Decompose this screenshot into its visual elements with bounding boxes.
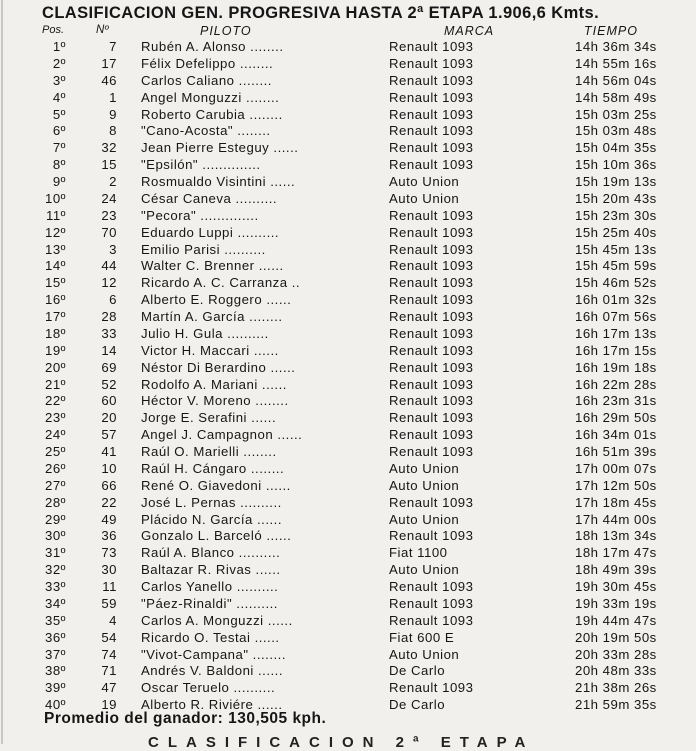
row-car-number: 14: [101, 342, 117, 358]
row-time: 17h 12m 50s: [575, 477, 657, 493]
row-time: 17h 44m 00s: [575, 511, 657, 527]
row-driver: Baltazar R. Rivas ......: [141, 562, 281, 578]
row-make: Auto Union: [389, 460, 460, 476]
row-position: 22º: [45, 393, 66, 409]
table-row: [0, 326, 696, 343]
row-position: 35º: [45, 612, 66, 628]
row-make: Renault 1093: [389, 427, 474, 443]
table-row: [0, 562, 696, 579]
table-row: [0, 309, 696, 326]
table-row: [0, 495, 696, 512]
row-car-number: 12: [101, 275, 117, 291]
row-car-number: 3: [109, 241, 117, 257]
row-make: Renault 1093: [389, 325, 474, 341]
table-row: [0, 343, 696, 360]
row-position: 9º: [52, 174, 66, 189]
table-row: [0, 393, 696, 410]
row-make: Auto Union: [389, 190, 460, 206]
row-position: 2º: [52, 55, 66, 71]
row-make: Renault 1093: [389, 72, 474, 88]
row-make: Auto Union: [389, 477, 460, 493]
row-car-number: 4: [109, 612, 117, 628]
row-driver: Eduardo Luppi ..........: [141, 224, 280, 240]
table-row: [0, 630, 696, 647]
row-position: 10º: [45, 190, 66, 206]
next-section-heading: CLASIFICACION 2ª ETAPA: [148, 734, 535, 751]
table-row: [0, 647, 696, 664]
row-position: 1º: [52, 39, 66, 54]
table-row: [0, 461, 696, 478]
row-driver: Angel Monguzzi ........: [141, 89, 280, 105]
row-make: Renault 1093: [389, 157, 474, 173]
row-make: Renault 1093: [389, 224, 474, 240]
row-make: Renault 1093: [389, 612, 474, 628]
row-time: 16h 22m 28s: [575, 376, 657, 392]
row-make: Renault 1093: [389, 292, 474, 308]
row-driver: Andrés V. Baldoni ......: [141, 663, 284, 679]
row-make: Renault 1093: [389, 579, 474, 594]
row-position: 11º: [45, 207, 66, 223]
page-title: CLASIFICACION GEN. PROGRESIVA HASTA 2ª ETAPA 1.906,6 Kmts.: [42, 4, 600, 22]
row-driver: Julio H. Gula ..........: [141, 325, 269, 341]
header-marca: MARCA: [444, 24, 495, 38]
table-row: [0, 478, 696, 495]
row-driver: René O. Giavedoni ......: [141, 477, 291, 493]
table-row: [0, 208, 696, 225]
table-row: [0, 225, 696, 242]
row-position: 5º: [52, 106, 66, 122]
row-position: 14º: [45, 258, 66, 274]
row-make: Renault 1093: [389, 123, 474, 139]
table-row: [0, 174, 696, 191]
table-row: [0, 157, 696, 174]
row-position: 33º: [45, 579, 66, 594]
row-position: 34º: [45, 595, 66, 611]
row-position: 26º: [45, 460, 66, 476]
row-time: 14h 56m 04s: [575, 72, 657, 88]
row-car-number: 54: [101, 629, 117, 645]
row-position: 30º: [45, 528, 66, 544]
row-car-number: 74: [101, 646, 117, 662]
header-pos: Pos.: [42, 24, 65, 36]
table-row: [0, 292, 696, 309]
table-row: [0, 39, 696, 56]
table-row: [0, 107, 696, 124]
row-position: 40º: [45, 697, 66, 713]
row-driver: Roberto Carubia ........: [141, 106, 283, 122]
row-driver: Rosmualdo Visintini ......: [141, 174, 296, 189]
row-make: Fiat 600 E: [389, 629, 455, 645]
table-row: [0, 545, 696, 562]
table-row: [0, 613, 696, 630]
row-car-number: 44: [101, 258, 117, 274]
row-position: 16º: [45, 292, 66, 308]
row-driver: Jorge E. Serafini ......: [141, 410, 277, 426]
row-time: 16h 51m 39s: [575, 444, 657, 459]
table-row: [0, 242, 696, 259]
row-driver: José L. Pernas ..........: [141, 494, 282, 510]
row-driver: Carlos Yanello ..........: [141, 579, 279, 594]
row-time: 15h 19m 13s: [575, 174, 657, 189]
table-row: [0, 191, 696, 208]
row-driver: "Vivot-Campana" ........: [141, 646, 286, 662]
row-time: 16h 17m 15s: [575, 342, 657, 358]
row-driver: Ricardo O. Testai ......: [141, 629, 280, 645]
row-time: 15h 03m 25s: [575, 106, 657, 122]
row-car-number: 73: [101, 545, 117, 561]
row-time: 15h 46m 52s: [575, 275, 657, 291]
table-row: [0, 90, 696, 107]
row-car-number: 33: [101, 325, 117, 341]
row-position: 12º: [45, 224, 66, 240]
row-position: 3º: [52, 72, 66, 88]
row-time: 15h 04m 35s: [575, 140, 657, 156]
row-time: 16h 29m 50s: [575, 410, 657, 426]
row-time: 15h 10m 36s: [575, 157, 657, 173]
row-position: 20º: [45, 359, 66, 375]
row-make: Renault 1093: [389, 359, 474, 375]
row-car-number: 71: [101, 663, 117, 679]
row-time: 19h 44m 47s: [575, 612, 657, 628]
row-driver: "Cano-Acosta" ........: [141, 123, 271, 139]
table-row: [0, 360, 696, 377]
row-driver: Walter C. Brenner ......: [141, 258, 284, 274]
row-driver: Jean Pierre Esteguy ......: [141, 140, 299, 156]
row-driver: "Pecora" ..............: [141, 207, 259, 223]
row-driver: Emilio Parisi ..........: [141, 241, 266, 257]
row-car-number: 10: [101, 460, 117, 476]
row-driver: Gonzalo L. Barceló ......: [141, 528, 292, 544]
row-car-number: 46: [101, 72, 117, 88]
row-car-number: 57: [101, 427, 117, 443]
row-car-number: 2: [109, 174, 117, 189]
row-car-number: 19: [101, 697, 117, 713]
row-make: Renault 1093: [389, 393, 474, 409]
row-make: Renault 1093: [389, 410, 474, 426]
row-driver: Carlos Caliano ........: [141, 72, 272, 88]
row-position: 4º: [52, 89, 66, 105]
row-driver: Rubén A. Alonso ........: [141, 39, 284, 54]
row-driver: Alberto E. Roggero ......: [141, 292, 292, 308]
header-tiempo: TIEMPO: [584, 24, 638, 38]
row-car-number: 69: [101, 359, 117, 375]
header-piloto: PILOTO: [200, 24, 252, 38]
table-row: [0, 680, 696, 697]
row-car-number: 28: [101, 309, 117, 324]
row-driver: Oscar Teruelo ..........: [141, 680, 276, 696]
table-row: [0, 377, 696, 394]
row-driver: "Epsilón" ..............: [141, 157, 261, 173]
row-car-number: 1: [109, 89, 117, 105]
row-car-number: 15: [101, 157, 117, 173]
row-position: 17º: [45, 309, 66, 324]
row-driver: Victor H. Maccari ......: [141, 342, 279, 358]
row-driver: Ricardo A. C. Carranza ..: [141, 275, 301, 291]
table-row: [0, 512, 696, 529]
row-position: 6º: [52, 123, 66, 139]
row-make: De Carlo: [389, 663, 446, 679]
table-row: [0, 528, 696, 545]
row-make: Renault 1093: [389, 494, 474, 510]
row-make: Renault 1093: [389, 342, 474, 358]
row-car-number: 30: [101, 562, 117, 578]
table-row: [0, 123, 696, 140]
row-driver: Héctor V. Moreno ........: [141, 393, 289, 409]
row-position: 15º: [45, 275, 66, 291]
row-position: 18º: [45, 325, 66, 341]
row-make: Renault 1093: [389, 207, 474, 223]
row-make: Renault 1093: [389, 39, 474, 54]
row-time: 18h 17m 47s: [575, 545, 657, 561]
row-time: 14h 55m 16s: [575, 55, 657, 71]
table-row: [0, 73, 696, 90]
row-position: 23º: [45, 410, 66, 426]
row-car-number: 41: [101, 444, 117, 459]
row-make: Renault 1093: [389, 258, 474, 274]
row-time: 15h 03m 48s: [575, 123, 657, 139]
row-time: 14h 58m 49s: [575, 89, 657, 105]
row-make: De Carlo: [389, 697, 446, 713]
row-car-number: 17: [101, 55, 117, 71]
row-position: 7º: [52, 140, 66, 156]
row-car-number: 66: [101, 477, 117, 493]
row-car-number: 24: [101, 190, 117, 206]
row-time: 16h 17m 13s: [575, 325, 657, 341]
row-driver: Carlos A. Monguzzi ......: [141, 612, 293, 628]
row-time: 21h 38m 26s: [575, 680, 657, 696]
row-driver: Raúl A. Blanco ..........: [141, 545, 281, 561]
row-time: 15h 25m 40s: [575, 224, 657, 240]
table-row: [0, 275, 696, 292]
row-car-number: 59: [101, 595, 117, 611]
row-time: 15h 20m 43s: [575, 190, 657, 206]
row-time: 19h 33m 19s: [575, 595, 657, 611]
row-driver: Plácido N. García ......: [141, 511, 282, 527]
row-position: 27º: [45, 477, 66, 493]
row-car-number: 22: [101, 494, 117, 510]
row-time: 20h 19m 50s: [575, 629, 657, 645]
row-position: 8º: [52, 157, 66, 173]
row-time: 16h 34m 01s: [575, 427, 657, 443]
row-time: 16h 23m 31s: [575, 393, 657, 409]
row-make: Auto Union: [389, 646, 460, 662]
row-position: 13º: [45, 241, 66, 257]
row-time: 18h 49m 39s: [575, 562, 657, 578]
row-position: 37º: [45, 646, 66, 662]
table-row: [0, 579, 696, 596]
row-time: 20h 33m 28s: [575, 646, 657, 662]
table-row: [0, 663, 696, 680]
row-position: 32º: [45, 562, 66, 578]
row-time: 15h 45m 13s: [575, 241, 657, 257]
row-make: Renault 1093: [389, 275, 474, 291]
table-row: [0, 410, 696, 427]
row-driver: Rodolfo A. Mariani ......: [141, 376, 287, 392]
row-car-number: 47: [101, 680, 117, 696]
row-make: Auto Union: [389, 562, 460, 578]
row-make: Renault 1093: [389, 680, 474, 696]
row-time: 19h 30m 45s: [575, 579, 657, 594]
row-time: 18h 13m 34s: [575, 528, 657, 544]
row-car-number: 52: [101, 376, 117, 392]
row-time: 17h 00m 07s: [575, 460, 657, 476]
row-make: Renault 1093: [389, 241, 474, 257]
row-make: Renault 1093: [389, 376, 474, 392]
row-position: 28º: [45, 494, 66, 510]
row-driver: Néstor Di Berardino ......: [141, 359, 296, 375]
row-car-number: 8: [109, 123, 117, 139]
row-time: 16h 01m 32s: [575, 292, 657, 308]
row-car-number: 23: [101, 207, 117, 223]
table-row: [0, 258, 696, 275]
classification-table: [0, 39, 696, 714]
table-row: [0, 596, 696, 613]
row-driver: Angel J. Campagnon ......: [141, 427, 303, 443]
row-make: Renault 1093: [389, 528, 474, 544]
row-car-number: 60: [101, 393, 117, 409]
row-position: 38º: [45, 663, 66, 679]
row-position: 21º: [45, 376, 66, 392]
row-car-number: 9: [109, 106, 117, 122]
row-car-number: 32: [101, 140, 117, 156]
row-make: Renault 1093: [389, 55, 474, 71]
row-car-number: 20: [101, 410, 117, 426]
row-driver: Raúl O. Marielli ........: [141, 444, 277, 459]
row-time: 21h 59m 35s: [575, 697, 657, 713]
row-time: 17h 18m 45s: [575, 494, 657, 510]
table-row: [0, 427, 696, 444]
winner-average: Promedio del ganador: 130,505 kph.: [44, 710, 327, 727]
row-position: 31º: [45, 545, 66, 561]
row-car-number: 36: [101, 528, 117, 544]
row-position: 29º: [45, 511, 66, 527]
row-make: Auto Union: [389, 174, 460, 189]
row-make: Auto Union: [389, 511, 460, 527]
row-position: 25º: [45, 444, 66, 459]
header-no: Nº: [96, 24, 109, 36]
row-time: 20h 48m 33s: [575, 663, 657, 679]
row-make: Renault 1093: [389, 309, 474, 324]
row-position: 24º: [45, 427, 66, 443]
row-position: 36º: [45, 629, 66, 645]
row-car-number: 49: [101, 511, 117, 527]
row-car-number: 11: [102, 579, 117, 594]
table-row: [0, 140, 696, 157]
row-driver: "Páez-Rinaldi" ..........: [141, 595, 278, 611]
row-driver: Raúl H. Cángaro ........: [141, 460, 285, 476]
row-time: 15h 45m 59s: [575, 258, 657, 274]
row-car-number: 6: [109, 292, 117, 308]
row-driver: Alberto R. Riviére ......: [141, 697, 283, 713]
row-make: Renault 1093: [389, 106, 474, 122]
row-driver: César Caneva ..........: [141, 190, 278, 206]
row-time: 16h 19m 18s: [575, 359, 657, 375]
row-time: 16h 07m 56s: [575, 309, 657, 324]
row-make: Renault 1093: [389, 140, 474, 156]
row-time: 15h 23m 30s: [575, 207, 657, 223]
row-make: Fiat 1100: [389, 545, 448, 561]
row-driver: Félix Defelippo ........: [141, 55, 274, 71]
table-row: [0, 444, 696, 461]
table-row: [0, 56, 696, 73]
row-car-number: 70: [101, 224, 117, 240]
row-position: 19º: [45, 342, 66, 358]
row-position: 39º: [45, 680, 66, 696]
row-car-number: 7: [109, 39, 117, 54]
row-make: Renault 1093: [389, 89, 474, 105]
row-driver: Martín A. García ........: [141, 309, 283, 324]
row-make: Renault 1093: [389, 444, 474, 459]
row-make: Renault 1093: [389, 595, 474, 611]
row-time: 14h 36m 34s: [575, 39, 657, 54]
